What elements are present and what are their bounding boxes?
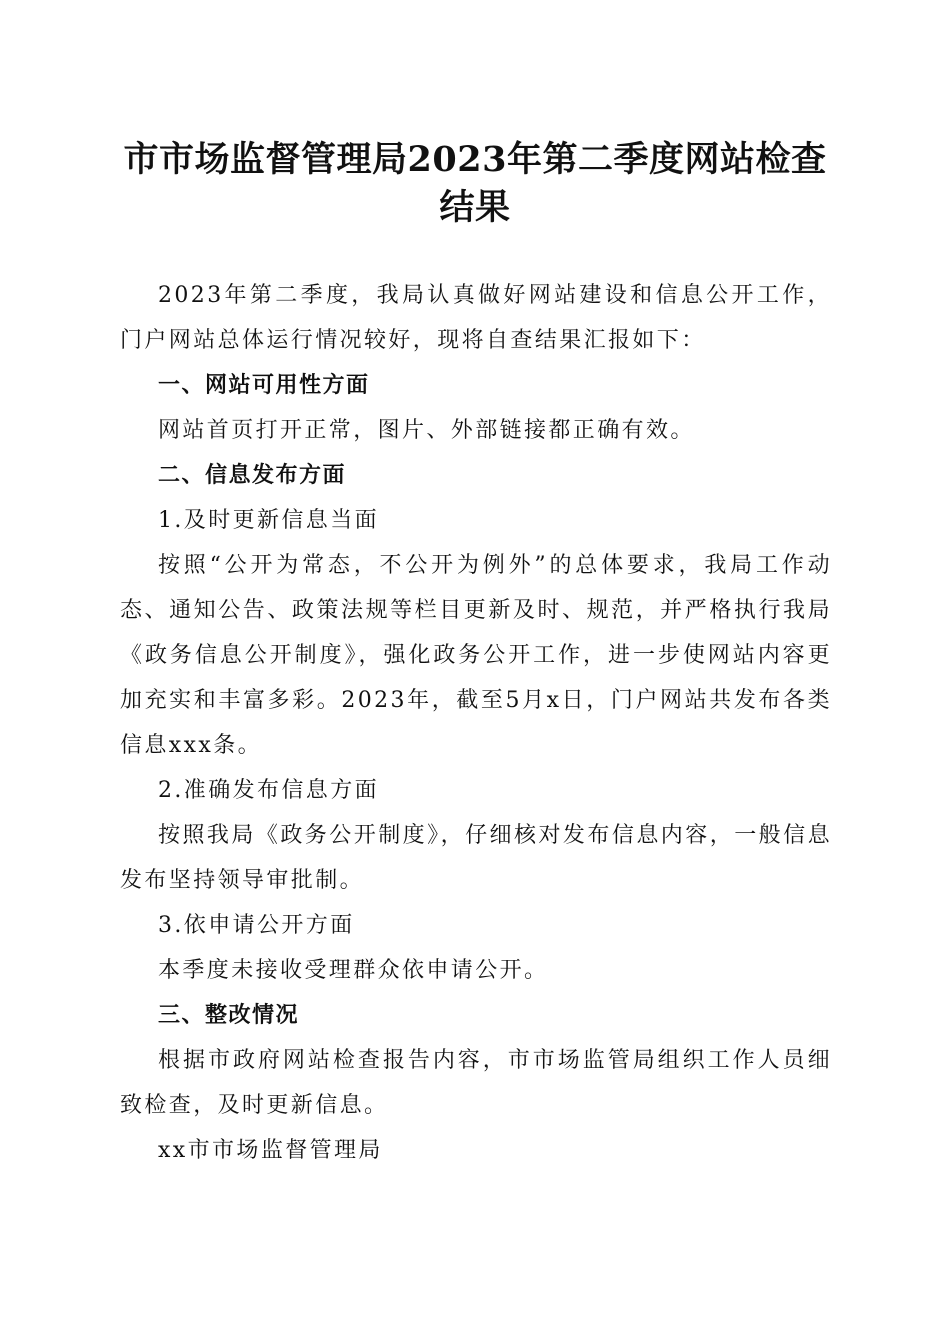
document-body xyxy=(120,273,832,1173)
section-heading-rectification: 三、整改情况 xyxy=(158,1003,300,1028)
subheading-timely-update: 1.及时更新信息当面 xyxy=(158,508,379,533)
request-disclosure-paragraph: 本季度未接收受理群众依申请公开。 xyxy=(158,958,549,983)
subheading-accurate-publishing: 2.准确发布信息方面 xyxy=(158,778,379,803)
section-heading-availability: 一、网站可用性方面 xyxy=(158,373,370,398)
title-line-2: 结果 xyxy=(439,187,511,228)
document-title xyxy=(100,136,850,232)
accurate-publishing-paragraph: 按照我局《政务公开制度》，仔细核对发布信息内容，一般信息发布坚持领导审批制。 xyxy=(120,823,832,893)
signature-organization: xx市市场监督管理局 xyxy=(158,1138,383,1163)
subheading-request-disclosure: 3.依申请公开方面 xyxy=(158,913,355,938)
availability-paragraph: 网站首页打开正常，图片、外部链接都正确有效。 xyxy=(158,418,695,443)
rectification-paragraph: 根据市政府网站检查报告内容，市市场监管局组织工作人员细致检查，及时更新信息。 xyxy=(120,1048,832,1118)
intro-paragraph: 2023年第二季度，我局认真做好网站建设和信息公开工作，门户网站总体运行情况较好，现将自查结果汇报如下： xyxy=(120,283,832,353)
title-line-1: 市市场监督管理局2023年第二季度网站检查 xyxy=(123,139,827,180)
timely-update-paragraph: 按照“公开为常态，不公开为例外”的总体要求，我局工作动态、通知公告、政策法规等栏目更新及时、规范，并严格执行我局《政务信息公开制度》，强化政务公开工作，进一步使网站内容更加充实和丰富多彩。2023年，截至5月x日，门户网站共发布各类信息xxx条。 xyxy=(120,553,832,758)
section-heading-publishing: 二、信息发布方面 xyxy=(158,463,347,488)
